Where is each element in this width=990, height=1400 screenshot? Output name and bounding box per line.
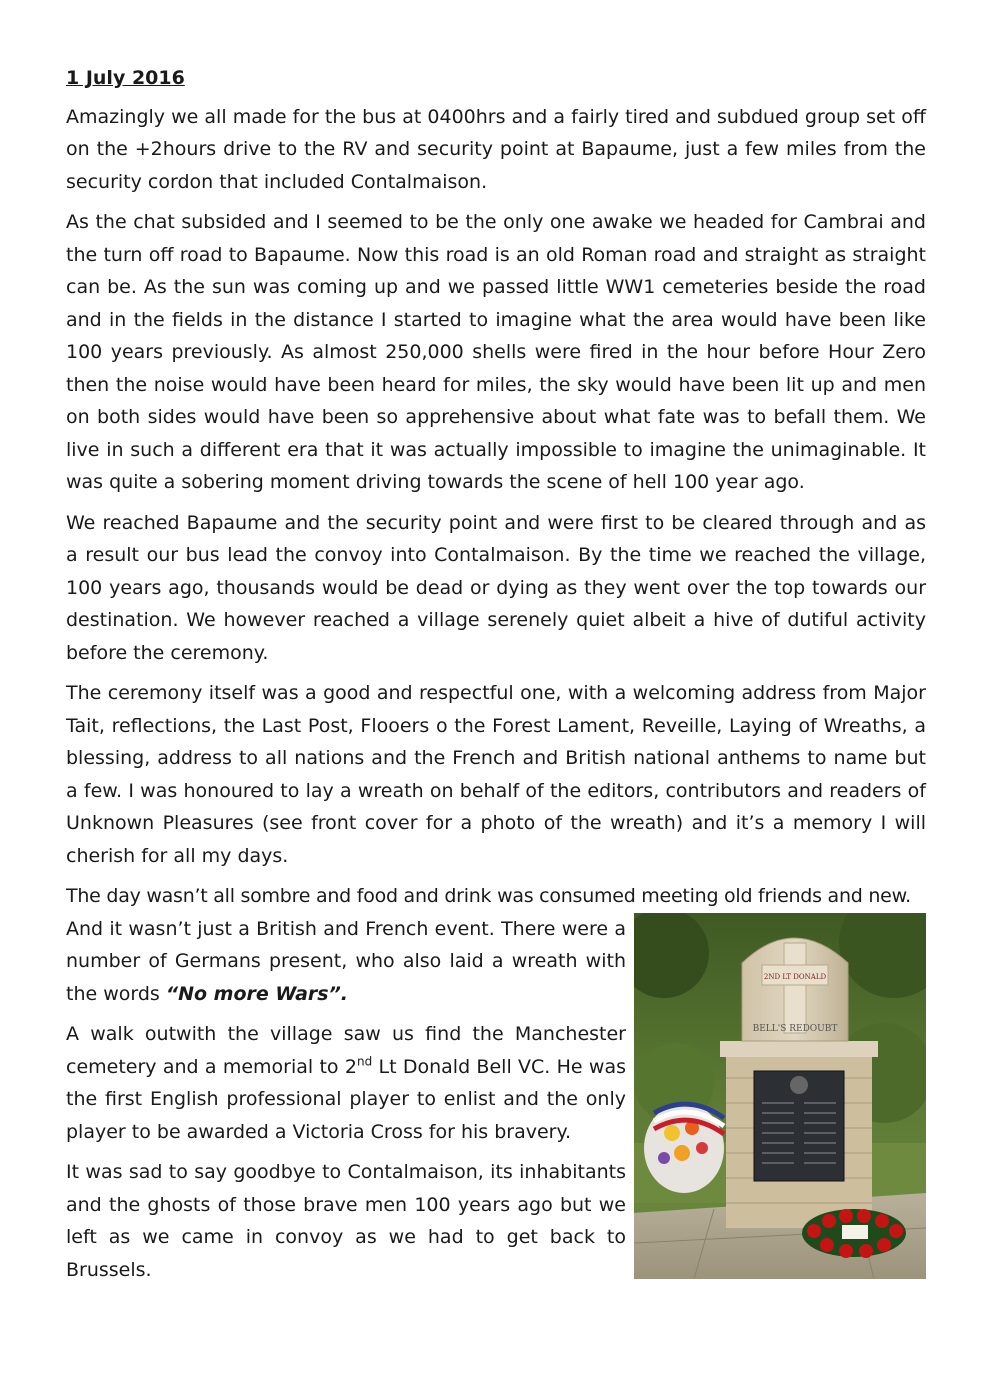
memorial-photo (634, 913, 926, 1279)
article-body (66, 62, 926, 1294)
ordinal-suffix: nd (356, 1054, 373, 1069)
bell-redoubt-memorial-image (634, 913, 926, 1279)
paragraph-5-first-line: The day wasn’t all sombre and food and drink was consumed meeting old friends and new. (66, 885, 911, 907)
paragraph-3: We reached Bapaume and the security point and were first to be cleared through and as a result our bus lead the convoy into Contalmaison. By the time we reached the village, 100 years ago, thousands would be dead or dying as they went over the top towards our destination. We however reached a village serenely quiet albeit a hive of dutiful activity before the ceremony. (66, 511, 926, 664)
paragraph-6-text-b: Lt Donald Bell VC. He was the first English professional player to enlist and the only player to be awarded a Victoria Cross for his bravery. (66, 1055, 627, 1143)
no-more-wars-quote: “No more Wars”. (165, 982, 349, 1005)
svg-text:2ND LT DONALD: 2ND LT DONALD (763, 972, 827, 981)
article-date: 1 July 2016 (66, 67, 185, 89)
paragraph-6-text-a: A walk outwith the village saw us find the Manchester cemetery and a memorial to 2 (66, 1023, 626, 1078)
paragraph-2: As the chat subsided and I seemed to be the only one awake we headed for Cambrai and the turn off road to Bapaume. Now this road is an old Roman road and straight as straight can be. As the sun was coming up and we passed little WW1 cemeteries beside the road and in the fields in the distance I started to imagine what the area would have been like 100 years previously. As almost 250,000 shells were fired in the hour before Hour Zero then the noise would have been heard for miles, the sky would have been lit up and men on both sides would have been so apprehensive about what fate was to befall them. We live in such a different era that it was actually impossible to imagine the unimaginable. It was quite a sobering moment driving towards the scene of hell 100 year ago. (66, 211, 926, 493)
paragraph-1: Amazingly we all made for the bus at 0400hrs and a fairly tired and subdued group set off on the +2hours drive to the RV and security point at Bapaume, just a few miles from the security cordon that included Contalmaison. (66, 105, 926, 193)
svg-text:BELL'S REDOUBT: BELL'S REDOUBT (752, 1023, 838, 1034)
paragraph-5-text: And it wasn’t just a British and French event. There were a number of Germans present, who also laid a wreath with the words (66, 917, 626, 1005)
paragraph-4: The ceremony itself was a good and respectful one, with a welcoming address from Major Tait, reflections, the Last Post, Flooers o the Forest Lament, Reveille, Laying of Wreaths, a blessing, address to all nations and the French and British national anthems to name but a few. I was honoured to lay a wreath on behalf of the editors, contributors and readers of Unknown Pleasures (see front cover for a photo of the wreath) and it’s a memory I will cherish for all my days. (66, 682, 926, 867)
paragraph-7: It was sad to say goodbye to Contalmaison, its inhabitants and the ghosts of those brave men 100 years ago but we left as we came in convoy as we had to get back to Brussels. (66, 1161, 626, 1281)
